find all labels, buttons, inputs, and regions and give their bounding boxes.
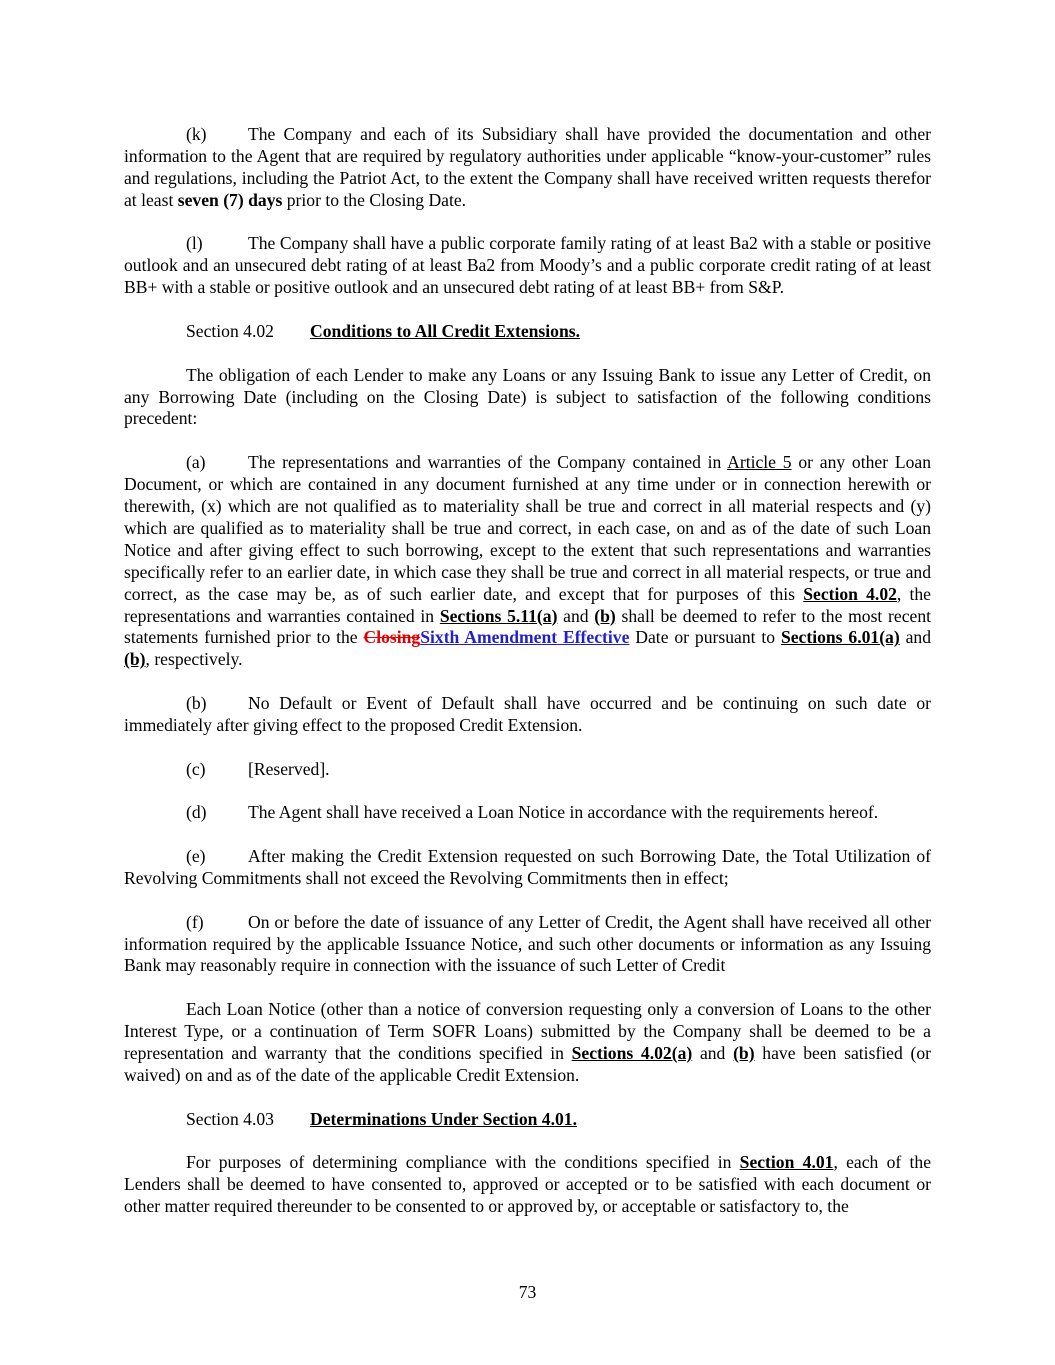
section-title: Determinations Under Section 4.01. [310, 1108, 577, 1129]
section-number: Section 4.02 [186, 320, 274, 341]
section-title: Conditions to All Credit Extensions. [310, 320, 580, 341]
section-4-02-heading [186, 321, 931, 343]
paragraph-c: (c) [Reserved]. [186, 758, 330, 779]
section-4-03-paragraph: For purposes of determining compliance with the conditions specified in Section 4.01, each of the Lenders shall be deemed to have consented to, approved or accepted or to be satisfied with each document or other matter required thereunder to be consented to or approved by, or acceptable or satisfactory to, the [124, 1152, 932, 1217]
section-5-11a-reference: Sections 5.11(a) [439, 605, 558, 626]
section-4-02-reference: Section 4.02 [803, 583, 897, 604]
clause-b-reference: (b) [733, 1042, 755, 1063]
paragraph-label: (l) [186, 233, 203, 254]
page-number: 73 [518, 1282, 537, 1302]
section-4-03-heading [186, 1109, 931, 1131]
paragraph-b: (b) No Default or Event of Default shall have occurred and be continuing on such date or immediately after giving effect to the proposed Credit Extension. [124, 693, 931, 735]
paragraph-label: (e) [186, 846, 206, 867]
section-4-01-reference: Section 4.01 [739, 1152, 834, 1173]
section-4-02a-reference: Sections 4.02(a) [571, 1042, 693, 1063]
paragraph-label: (c) [186, 758, 206, 779]
paragraph-label: (d) [186, 802, 207, 823]
paragraph-label: (a) [186, 452, 206, 473]
paragraph-a: (a) The representations and warranties of the Company contained in Article 5 or any other Loan Document, or which are contained in any document furnished at any time under or in connection herewith or therewith, (x) which are not qualified as to materiality shall be true and correct in all material respects and (y) which are qualified as to materiality shall be true and correct, in each case, on and as of the date of such Loan Notice and after giving effect to such borrowing, except to the extent that such representations and warranties specifically refer to an earlier date, in which case they shall be true and correct in all material respects, or true and correct, as the case may be, as of such earlier date, and except that for purposes of this Section 4.02, the representations and warranties contained in Sections 5.11(a) and (b) shall be deemed to refer to the most recent statements furnished prior to the ClosingSixth Amendment Effective Date or pursuant to Sections 6.01(a) and (b), respectively. [124, 452, 932, 670]
clause-b-reference: (b) [594, 605, 616, 626]
paragraph-label: (f) [186, 911, 204, 932]
paragraph-f: (f) On or before the date of issuance of any Letter of Credit, the Agent shall have received all other information required by the applicable Issuance Notice, and such other documents or information as any Issuing Bank may reasonably require in connection with the issuance of such Letter of Credit [124, 911, 931, 976]
section-4-02-intro: The obligation of each Lender to make any Loans or any Issuing Bank to issue any Letter of Credit, on any Borrowing Date (including on the Closing Date) is subject to satisfaction of the following conditions precedent: [124, 364, 931, 429]
inserted-text: Sixth Amendment Effective [420, 627, 630, 648]
clause-b-reference: (b) [124, 649, 146, 670]
article-5-reference: Article 5 [727, 452, 792, 473]
section-number: Section 4.03 [186, 1108, 274, 1129]
section-6-01a-reference: Sections 6.01(a) [780, 627, 900, 648]
paragraph-label: (b) [186, 693, 207, 714]
document-page [124, 124, 931, 1240]
paragraph-d: (d) The Agent shall have received a Loan Notice in accordance with the requirements hereof. [186, 802, 879, 823]
paragraph-e: (e) After making the Credit Extension requested on such Borrowing Date, the Total Utilization of Revolving Commitments shall not exceed the Revolving Commitments then in effect; [124, 846, 931, 888]
loan-notice-paragraph: Each Loan Notice (other than a notice of conversion requesting only a conversion of Loans to the other Interest Type, or a continuation of Term SOFR Loans) submitted by the Company shall be deemed to be a representation and warranty that the conditions specified in Sections 4.02(a) and (b) have been satisfied (or waived) on and as of the date of the applicable Credit Extension. [124, 999, 931, 1085]
paragraph-label: (k) [186, 124, 207, 144]
paragraph-l: (l) The Company shall have a public corporate family rating of at least Ba2 with a stable or positive outlook and an unsecured debt rating of at least Ba2 from Moody’s and a public corporate credit rating of at least BB+ with a stable or positive outlook and an unsecured debt rating of at least BB+ from S&P. [124, 233, 931, 298]
deleted-text: Closing [363, 627, 421, 648]
paragraph-k: (k) The Company and each of its Subsidiary shall have provided the documentation and other information to the Agent that are required by regulatory authorities under applicable “know-your-customer” rules and regulations, including the Patriot Act, to the extent the Company shall have received written requests therefor at least seven (7) days prior to the Closing Date. [124, 124, 931, 210]
